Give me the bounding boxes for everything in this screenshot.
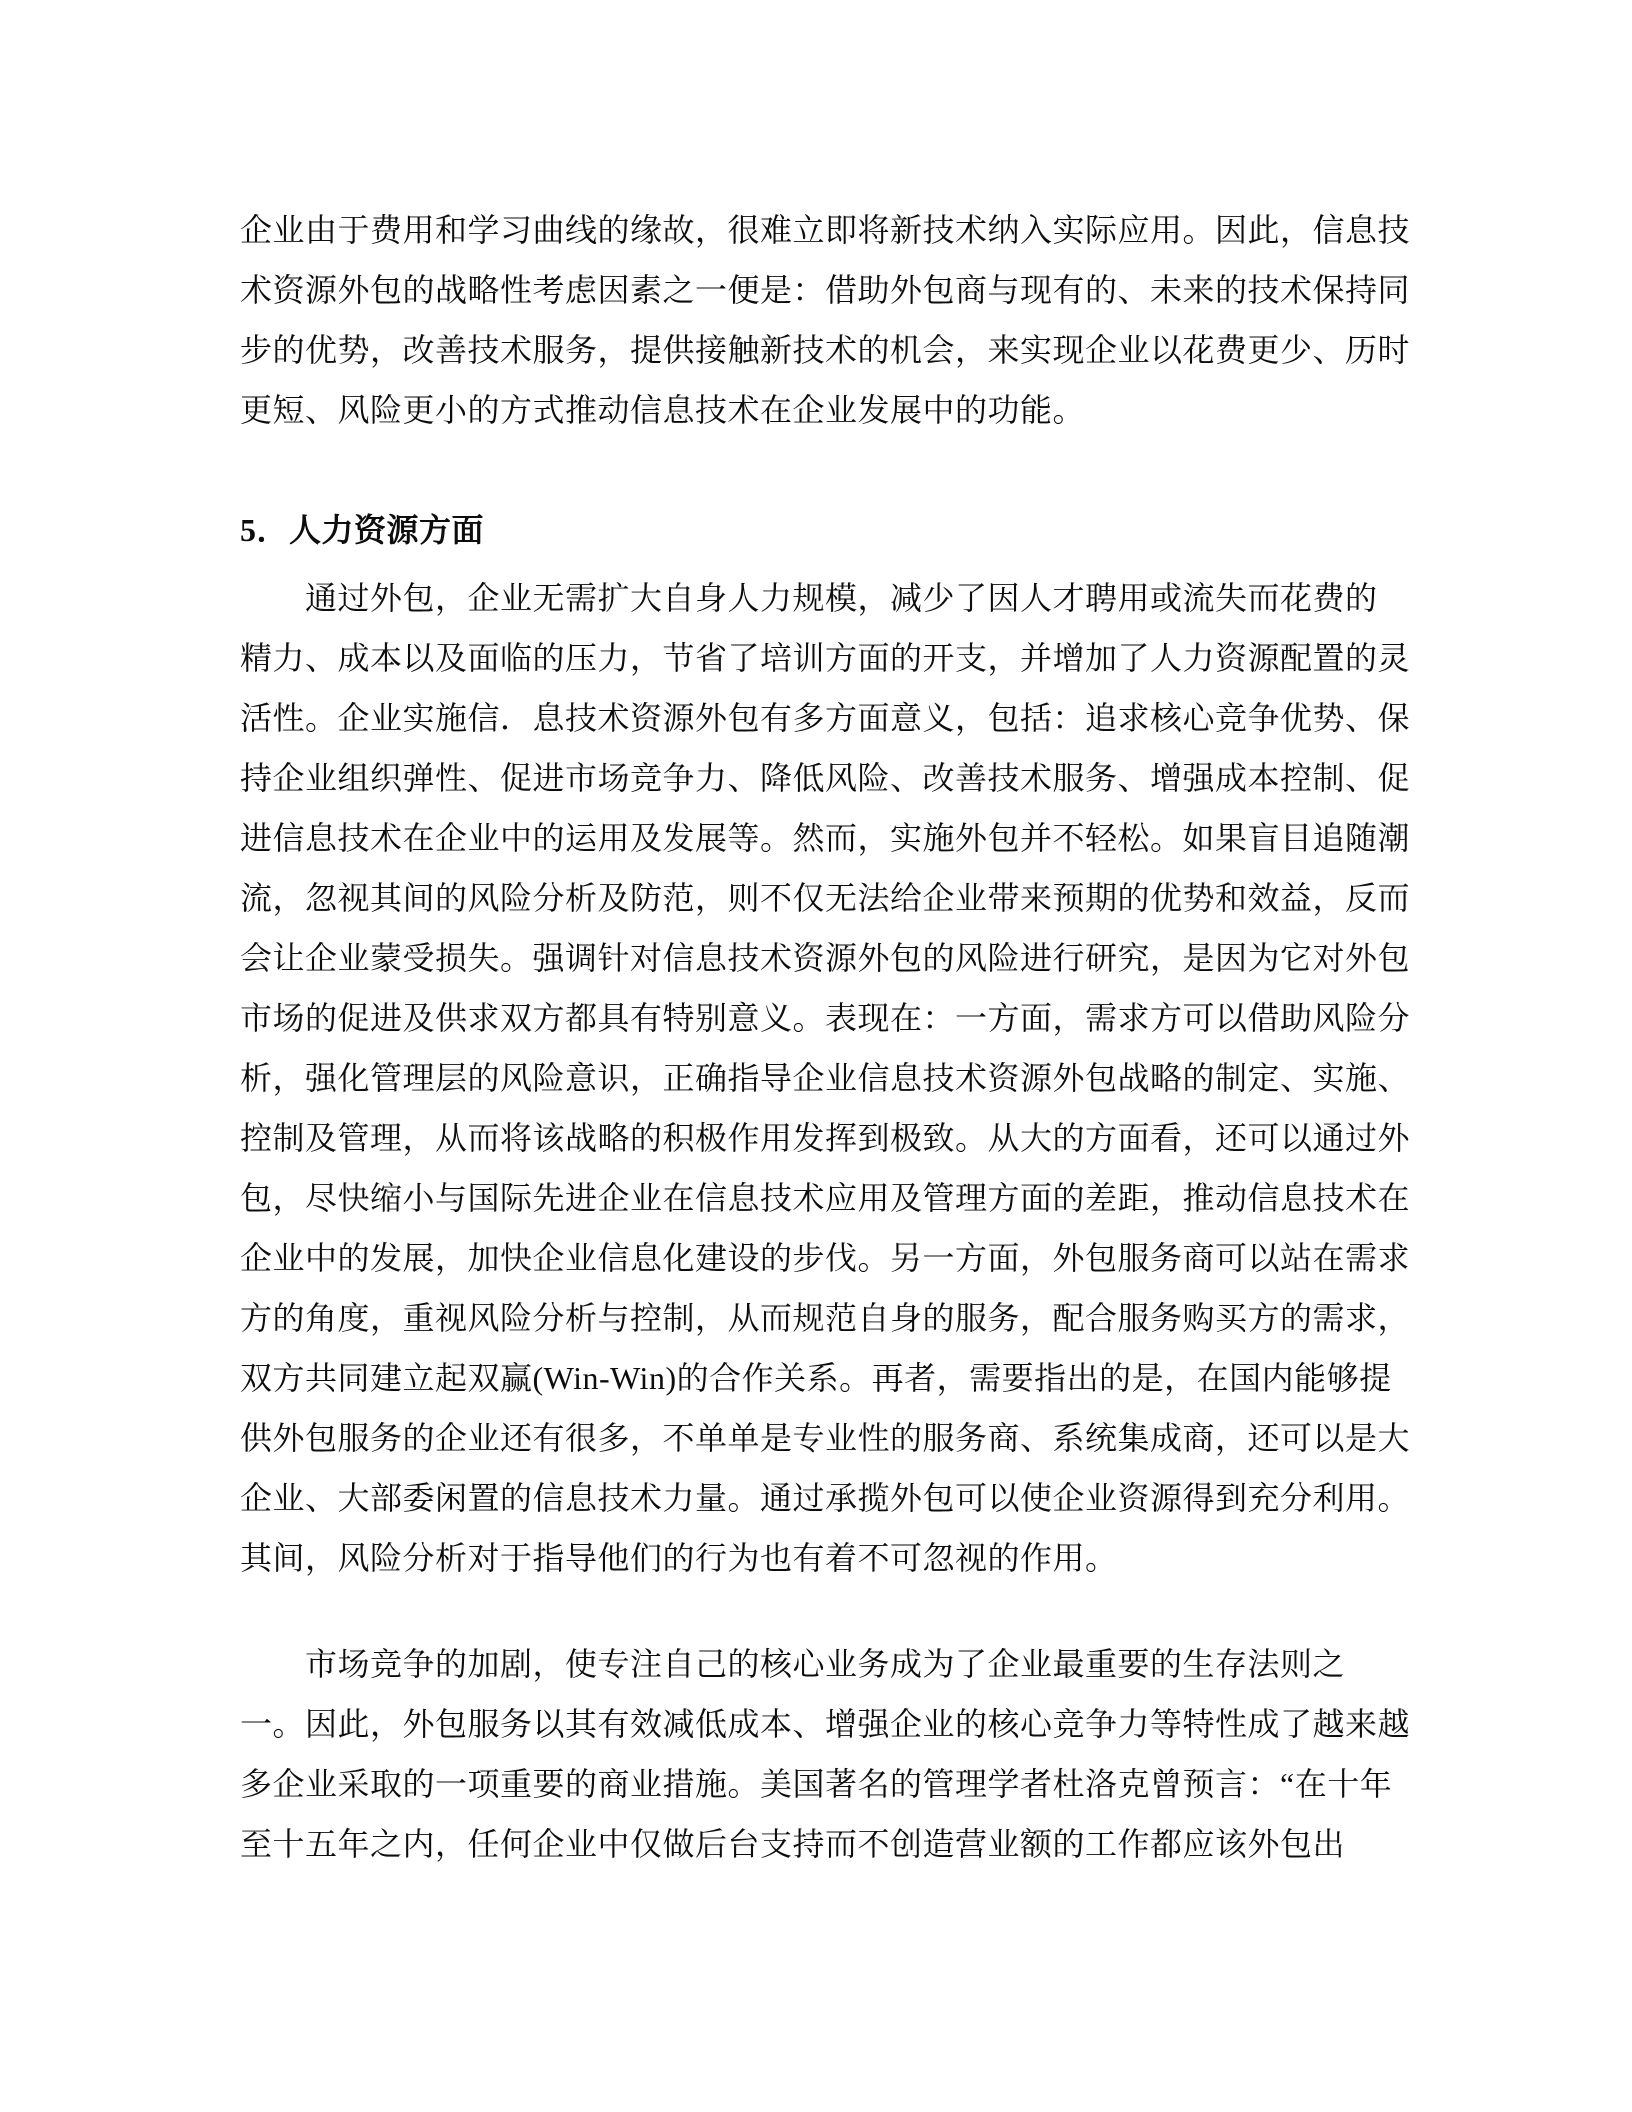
text-line: 析，强化管理层的风险意识，正确指导企业信息技术资源外包战略的制定、实施、 bbox=[240, 1060, 1411, 1096]
text-line: 企业中的发展，加快企业信息化建设的步伐。另一方面，外包服务商可以站在需求 bbox=[240, 1240, 1411, 1276]
text-line: 更短、风险更小的方式推动信息技术在企业发展中的功能。 bbox=[240, 392, 1086, 428]
text-line: 通过外包，企业无需扩大自身人力规模，减少了因人才聘用或流失而花费的 bbox=[240, 580, 1378, 616]
text-line: 控制及管理，从而将该战略的积极作用发挥到极致。从大的方面看，还可以通过外 bbox=[240, 1120, 1411, 1156]
text-line: 包，尽快缩小与国际先进企业在信息技术应用及管理方面的差距，推动信息技术在 bbox=[240, 1180, 1411, 1216]
text-line: 方的角度，重视风险分析与控制，从而规范自身的服务，配合服务购买方的需求， bbox=[240, 1300, 1411, 1336]
text-line: 流，忽视其间的风险分析及防范，则不仅无法给企业带来预期的优势和效益，反而 bbox=[240, 880, 1411, 916]
text-line: 会让企业蒙受损失。强调针对信息技术资源外包的风险进行研究，是因为它对外包 bbox=[240, 940, 1411, 976]
text-line: 其间，风险分析对于指导他们的行为也有着不可忽视的作用。 bbox=[240, 1540, 1118, 1576]
section-heading: 5．人力资源方面 bbox=[240, 512, 485, 548]
paragraph-intro bbox=[240, 200, 1411, 440]
text-line: 企业、大部委闲置的信息技术力量。通过承揽外包可以使企业资源得到充分利用。 bbox=[240, 1480, 1411, 1516]
text-line: 进信息技术在企业中的运用及发展等。然而，实施外包并不轻松。如果盲目追随潮 bbox=[240, 820, 1411, 856]
page-content bbox=[240, 200, 1411, 1874]
text-line: 术资源外包的战略性考虑因素之一便是：借助外包商与现有的、未来的技术保持同 bbox=[240, 272, 1411, 308]
text-line: 双方共同建立起双赢(Win-Win)的合作关系。再者，需要指出的是，在国内能够提 bbox=[240, 1360, 1392, 1396]
paragraph-market-competition bbox=[240, 1634, 1411, 1874]
text-line: 一。因此，外包服务以其有效减低成本、增强企业的核心竞争力等特性成了越来越 bbox=[240, 1706, 1411, 1742]
text-line: 至十五年之内，任何企业中仅做后台支持而不创造营业额的工作都应该外包出 bbox=[240, 1826, 1346, 1862]
text-line: 供外包服务的企业还有很多，不单单是专业性的服务商、系统集成商，还可以是大 bbox=[240, 1420, 1411, 1456]
text-line: 多企业采取的一项重要的商业措施。美国著名的管理学者杜洛克曾预言：“在十年 bbox=[240, 1766, 1393, 1802]
text-line: 市场的促进及供求双方都具有特别意义。表现在：一方面，需求方可以借助风险分 bbox=[240, 1000, 1411, 1036]
text-line: 市场竞争的加剧，使专注自己的核心业务成为了企业最重要的生存法则之 bbox=[240, 1646, 1346, 1682]
paragraph-human-resources bbox=[240, 568, 1411, 1588]
text-line: 企业由于费用和学习曲线的缘故，很难立即将新技术纳入实际应用。因此，信息技 bbox=[240, 212, 1411, 248]
text-line: 精力、成本以及面临的压力，节省了培训方面的开支，并增加了人力资源配置的灵 bbox=[240, 640, 1411, 676]
text-line: 持企业组织弹性、促进市场竞争力、降低风险、改善技术服务、增强成本控制、促 bbox=[240, 760, 1411, 796]
text-line: 活性。企业实施信．息技术资源外包有多方面意义，包括：追求核心竞争优势、保 bbox=[240, 700, 1411, 736]
text-line: 步的优势，改善技术服务，提供接触新技术的机会，来实现企业以花费更少、历时 bbox=[240, 332, 1411, 368]
